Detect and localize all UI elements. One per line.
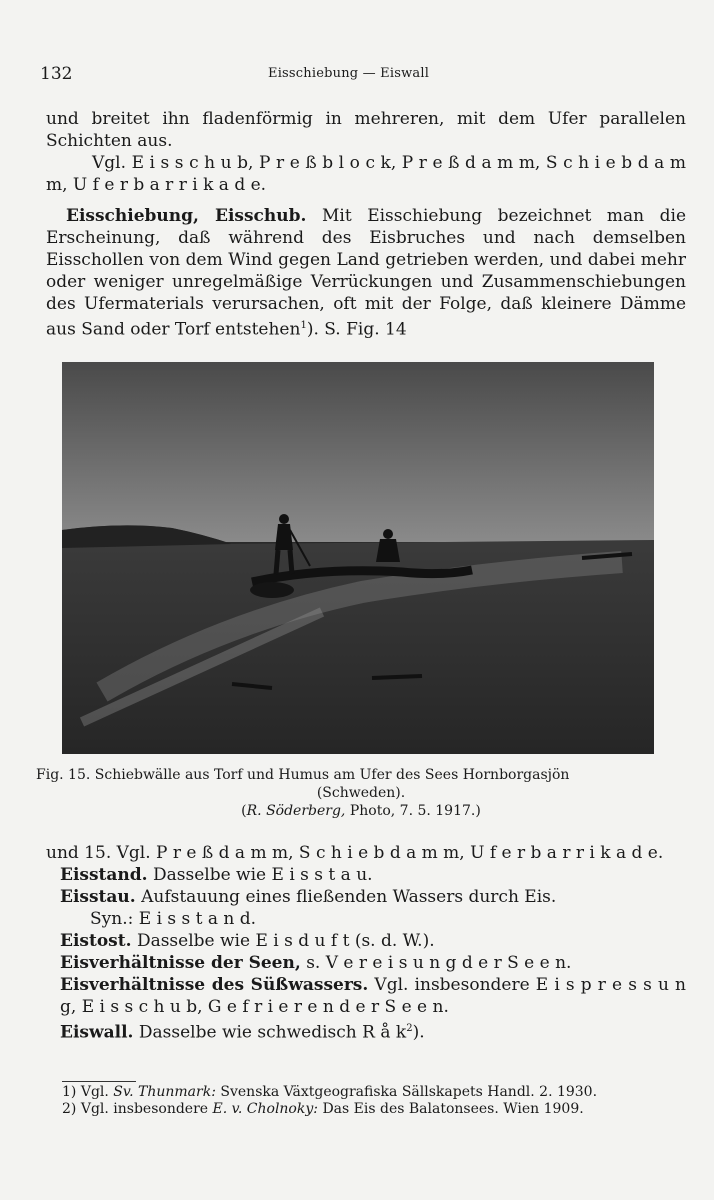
entry-eisschiebung [46,205,686,341]
figure-caption [36,766,686,820]
entry-eisverhaeltnisse-seen: Eisverhältnisse der Seen, s. V e r e i s u n g d e r S e e n. [60,953,572,973]
caption-line2: (Schweden). [316,785,406,801]
footnote-2: 2) Vgl. insbesondere E. v. Cholnoky: Das Eis des Balatonsees. Wien 1909. [62,1101,584,1117]
entries-section [46,842,686,1044]
footnote-divider [62,1081,136,1082]
see-also-prefix: Vgl. [92,153,126,173]
entry-eisverhaeltnisse-suesswasser: Eisverhältnisse des Süßwassers. Vgl. insbesondere E i s p r e s s u n g, E i s s c h u b, G e f r i e r e n d e r S e e n. [60,975,686,1017]
headword: Eisschiebung, Eisschub. [66,206,307,226]
page-number: 132 [40,64,73,84]
see-also-terms: E i s s c h u b, P r e ß b l o c k, P r e ß d a m m, S c h i e b d a m m, U f e r b a r r i k a d e. [46,153,686,195]
running-title: Eisschiebung — Eiswall [268,66,430,81]
entry-eiswall: Eiswall. Dasselbe wie schwedisch R å $k^2$). [60,1022,425,1043]
continuation-terms: P r e ß d a m m, S c h i e b d a m m, U f e r b a r r i k a d e. [156,843,664,863]
figure-photo [62,362,654,754]
landscape-photo [62,362,654,754]
paragraph-intro [46,108,686,196]
caption-credit: (R. Söderberg, Photo, 7. 5. 1917.) [241,803,481,819]
footnote-1: 1) Vgl. Sv. Thunmark: Svenska Växtgeografiska Sällskapets Handl. 2. 1930. [62,1084,598,1100]
caption-line1: Fig. 15. Schiebwälle aus Torf und Humus am Ufer des Sees Hornborgasjön [36,767,570,783]
credit-rest: Photo, 7. 5. 1917.) [349,803,481,819]
entry-tail: ). S. Fig. 14 [306,319,407,340]
entry-text: Mit Eisschiebung bezeichnet man die Erscheinung, daß während des Eisbruches und nach demselben Eisschollen von dem Wind gegen Land getrieben werden, und dabei mehr oder weniger unregelmäßige Verrückungen und Zusammenschiebungen des Ufermaterials verursachen, oft mit der Folge, daß kleinere Dämme aus Sand oder Torf entstehen [46,206,687,340]
continuation-line: und 15. Vgl. P r e ß d a m m, S c h i e b d a m m, U f e r b a r r i k a d e. [46,843,664,863]
entry-eistost: Eistost. Dasselbe wie E i s d u f t (s. d. W.). [60,931,435,951]
credit-author: R. Söderberg, [246,803,346,819]
entry-eisstau: Eisstau. Aufstauung eines fließenden Wassers durch Eis. Syn.: E i s s t a n d. [60,887,557,929]
footnote-ref: 1 [300,320,307,331]
entry-eisstand: Eisstand. Dasselbe wie E i s s t a u. [60,865,373,885]
intro-text: und breitet ihn fladenförmig in mehreren, mit dem Ufer parallelen Schichten aus. [46,109,686,151]
